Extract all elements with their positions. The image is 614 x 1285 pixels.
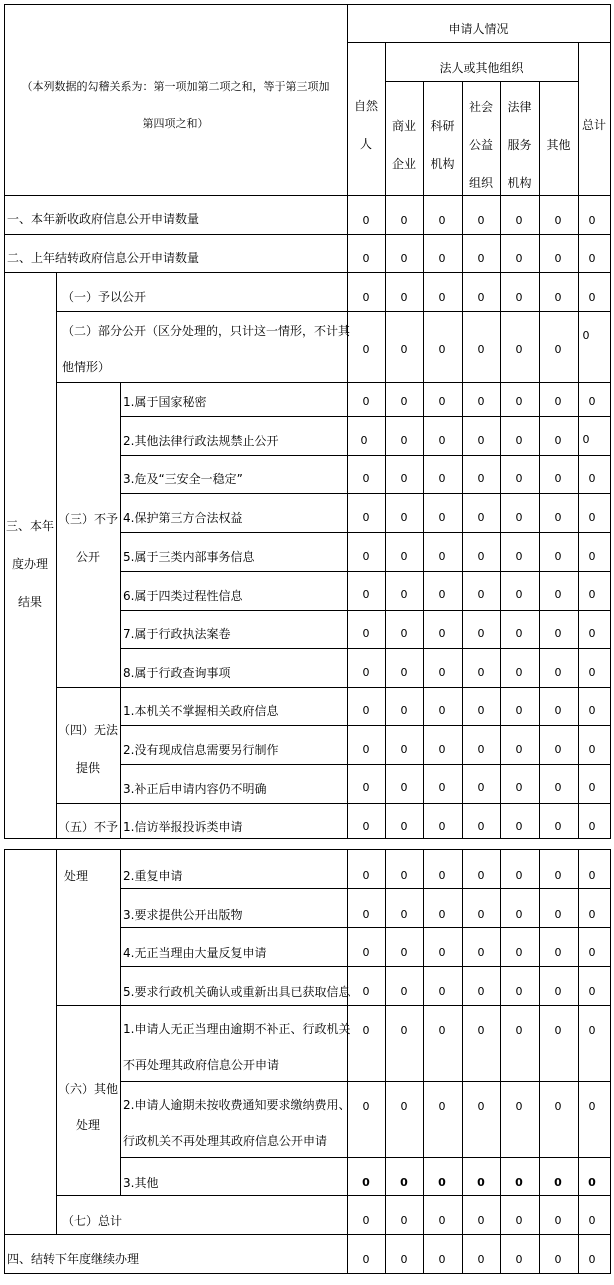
value-cell: 0 bbox=[438, 343, 446, 356]
value-cell: 0 bbox=[515, 395, 523, 408]
value-cell: 0 bbox=[554, 550, 562, 563]
row-not-disclosed: （三）不予 bbox=[57, 512, 118, 526]
row-not-disclosed-item: 6.属于四类过程性信息 bbox=[123, 589, 243, 603]
value-cell: 0 bbox=[477, 395, 485, 408]
grid-line bbox=[56, 849, 57, 1234]
value-cell: 0 bbox=[554, 704, 562, 717]
value-cell: 0 bbox=[477, 434, 485, 447]
col-social: 公益 bbox=[468, 138, 493, 152]
value-cell: 0 bbox=[588, 214, 596, 227]
section-3-label: 结果 bbox=[17, 595, 42, 609]
value-cell: 0 bbox=[582, 433, 590, 446]
row-not-disclosed-item: 2.其他法律行政法规禁止公开 bbox=[123, 434, 279, 448]
value-cell: 0 bbox=[400, 627, 408, 640]
value-cell: 0 bbox=[554, 781, 562, 794]
value-cell: 0 bbox=[438, 820, 446, 833]
value-cell: 0 bbox=[400, 550, 408, 563]
value-cell: 0 bbox=[477, 869, 485, 882]
row-new-requests: 一、本年新收政府信息公开申请数量 bbox=[7, 212, 200, 226]
value-cell: 0 bbox=[515, 820, 523, 833]
grid-line bbox=[462, 849, 463, 1273]
row-cannot-provide-item: 1.本机关不掌握相关政府信息 bbox=[123, 704, 279, 718]
value-cell: 0 bbox=[400, 214, 408, 227]
grid-line bbox=[578, 849, 579, 1273]
value-cell: 0 bbox=[362, 743, 370, 756]
value-cell: 0 bbox=[400, 666, 408, 679]
value-cell: 0 bbox=[362, 1100, 370, 1113]
value-cell: 0 bbox=[515, 1214, 523, 1227]
col-legal: 法律 bbox=[507, 100, 532, 114]
value-cell: 0 bbox=[554, 434, 562, 447]
value-cell: 0 bbox=[438, 743, 446, 756]
grid-line bbox=[500, 195, 501, 839]
value-cell: 0 bbox=[438, 627, 446, 640]
value-cell: 0 bbox=[400, 781, 408, 794]
value-cell: 0 bbox=[400, 1176, 408, 1189]
value-cell: 0 bbox=[438, 781, 446, 794]
value-cell: 0 bbox=[400, 472, 408, 485]
grid-line bbox=[423, 81, 424, 195]
value-cell: 0 bbox=[554, 1253, 562, 1266]
grid-line bbox=[500, 849, 501, 1273]
value-cell: 0 bbox=[362, 666, 370, 679]
grid-line bbox=[578, 195, 579, 839]
value-cell: 0 bbox=[515, 588, 523, 601]
value-cell: 0 bbox=[515, 743, 523, 756]
value-cell: 0 bbox=[588, 588, 596, 601]
col-legal: 服务 bbox=[507, 138, 532, 152]
value-cell: 0 bbox=[400, 869, 408, 882]
value-cell: 0 bbox=[400, 1214, 408, 1227]
legal-org-header: 法人或其他组织 bbox=[439, 61, 524, 75]
row-partial-line-1: （二）部分公开（区分处理的，只计这一情形，不计其 bbox=[62, 324, 351, 338]
col-research: 科研 bbox=[430, 119, 455, 133]
value-cell: 0 bbox=[477, 743, 485, 756]
value-cell: 0 bbox=[554, 1024, 562, 1037]
grid-line bbox=[120, 849, 121, 1195]
grid-line bbox=[539, 849, 540, 1273]
value-cell: 0 bbox=[400, 511, 408, 524]
row-other-item-2-line-1: 2.申请人逾期未按收费通知要求缴纳费用、 bbox=[123, 1098, 351, 1112]
col-legal: 机构 bbox=[507, 176, 532, 190]
value-cell: 0 bbox=[515, 343, 523, 356]
grid-line bbox=[4, 838, 611, 839]
value-cell: 0 bbox=[400, 291, 408, 304]
value-cell: 0 bbox=[362, 946, 370, 959]
grid-line bbox=[423, 195, 424, 839]
value-cell: 0 bbox=[515, 666, 523, 679]
row-not-disclosed: 公开 bbox=[75, 550, 100, 564]
grid-line bbox=[4, 849, 5, 1273]
value-cell: 0 bbox=[477, 820, 485, 833]
value-cell: 0 bbox=[554, 588, 562, 601]
value-cell: 0 bbox=[588, 252, 596, 265]
value-cell: 0 bbox=[554, 1214, 562, 1227]
grid-line bbox=[347, 42, 610, 43]
value-cell: 0 bbox=[554, 627, 562, 640]
value-cell: 0 bbox=[477, 781, 485, 794]
value-cell: 0 bbox=[477, 550, 485, 563]
value-cell: 0 bbox=[477, 472, 485, 485]
value-cell: 0 bbox=[362, 820, 370, 833]
value-cell: 0 bbox=[477, 588, 485, 601]
value-cell: 0 bbox=[362, 214, 370, 227]
value-cell: 0 bbox=[588, 627, 596, 640]
value-cell: 0 bbox=[438, 704, 446, 717]
value-cell: 0 bbox=[588, 781, 596, 794]
value-cell: 0 bbox=[438, 1176, 446, 1189]
value-cell: 0 bbox=[515, 291, 523, 304]
value-cell: 0 bbox=[554, 472, 562, 485]
value-cell: 0 bbox=[588, 743, 596, 756]
row-not-handled-item: 5.要求行政机关确认或重新出具已获取信息 bbox=[123, 985, 351, 999]
value-cell: 0 bbox=[477, 704, 485, 717]
row-not-handled-item: 4.无正当理由大量反复申请 bbox=[123, 946, 267, 960]
grid-line bbox=[120, 888, 610, 889]
value-cell: 0 bbox=[588, 666, 596, 679]
value-cell: 0 bbox=[477, 1176, 485, 1189]
value-cell: 0 bbox=[588, 1253, 596, 1266]
value-cell: 0 bbox=[400, 985, 408, 998]
value-cell: 0 bbox=[400, 1100, 408, 1113]
value-cell: 0 bbox=[554, 743, 562, 756]
value-cell: 0 bbox=[515, 1100, 523, 1113]
section-3-label: 三、本年 bbox=[5, 519, 54, 533]
row-not-handled-item: 1.信访举报投诉类申请 bbox=[123, 820, 243, 834]
grid-line bbox=[56, 382, 610, 383]
value-cell: 0 bbox=[362, 985, 370, 998]
value-cell: 0 bbox=[362, 291, 370, 304]
value-cell: 0 bbox=[588, 395, 596, 408]
value-cell: 0 bbox=[515, 434, 523, 447]
value-cell: 0 bbox=[588, 1176, 596, 1189]
note-line-2: 第四项之和） bbox=[142, 117, 209, 130]
value-cell: 0 bbox=[438, 1024, 446, 1037]
value-cell: 0 bbox=[438, 908, 446, 921]
col-business: 商业 bbox=[391, 119, 416, 133]
value-cell: 0 bbox=[362, 869, 370, 882]
grid-line bbox=[385, 195, 386, 839]
value-cell: 0 bbox=[362, 588, 370, 601]
value-cell: 0 bbox=[588, 946, 596, 959]
row-cannot-provide: （四）无法 bbox=[57, 723, 118, 737]
value-cell: 0 bbox=[438, 434, 446, 447]
col-natural: 人 bbox=[359, 137, 372, 151]
value-cell: 0 bbox=[515, 781, 523, 794]
value-cell: 0 bbox=[554, 252, 562, 265]
value-cell: 0 bbox=[477, 1253, 485, 1266]
grid-line bbox=[4, 849, 611, 850]
col-social: 组织 bbox=[468, 176, 493, 190]
note-line-1: （本列数据的勾稽关系为：第一项加第二项之和，等于第三项加 bbox=[21, 80, 330, 93]
value-cell: 0 bbox=[400, 588, 408, 601]
value-cell: 0 bbox=[515, 252, 523, 265]
value-cell: 0 bbox=[515, 1176, 523, 1189]
value-cell: 0 bbox=[554, 946, 562, 959]
value-cell: 0 bbox=[588, 869, 596, 882]
value-cell: 0 bbox=[515, 908, 523, 921]
value-cell: 0 bbox=[477, 214, 485, 227]
value-cell: 0 bbox=[588, 472, 596, 485]
row-not-handled-item: 3.要求提供公开出版物 bbox=[123, 908, 243, 922]
value-cell: 0 bbox=[515, 704, 523, 717]
value-cell: 0 bbox=[477, 908, 485, 921]
value-cell: 0 bbox=[515, 985, 523, 998]
row-not-disclosed-item: 4.保护第三方合法权益 bbox=[123, 511, 243, 525]
value-cell: 0 bbox=[400, 434, 408, 447]
grid-line bbox=[610, 849, 611, 1273]
grid-line bbox=[120, 382, 121, 839]
row-carried-over: 二、上年结转政府信息公开申请数量 bbox=[7, 251, 200, 265]
value-cell: 0 bbox=[515, 627, 523, 640]
value-cell: 0 bbox=[362, 472, 370, 485]
value-cell: 0 bbox=[362, 781, 370, 794]
value-cell: 0 bbox=[515, 472, 523, 485]
value-cell: 0 bbox=[400, 252, 408, 265]
value-cell: 0 bbox=[554, 1176, 562, 1189]
value-cell: 0 bbox=[438, 946, 446, 959]
row-total: （七）总计 bbox=[62, 1214, 123, 1228]
value-cell: 0 bbox=[438, 1253, 446, 1266]
value-cell: 0 bbox=[438, 252, 446, 265]
row-partial-line-2: 他情形） bbox=[62, 360, 111, 374]
value-cell: 0 bbox=[477, 946, 485, 959]
applicant-status-header: 申请人情况 bbox=[448, 22, 509, 36]
row-other-handling: 处理 bbox=[75, 1118, 100, 1132]
row-not-disclosed-item: 8.属于行政查询事项 bbox=[123, 666, 231, 680]
value-cell: 0 bbox=[438, 869, 446, 882]
value-cell: 0 bbox=[438, 985, 446, 998]
value-cell: 0 bbox=[438, 395, 446, 408]
grid-line bbox=[385, 81, 578, 82]
value-cell: 0 bbox=[362, 908, 370, 921]
value-cell: 0 bbox=[477, 252, 485, 265]
row-cannot-provide: 提供 bbox=[75, 761, 100, 775]
row-not-disclosed-item: 3.危及“三安全一稳定” bbox=[123, 472, 243, 486]
value-cell: 0 bbox=[438, 214, 446, 227]
value-cell: 0 bbox=[588, 908, 596, 921]
value-cell: 0 bbox=[438, 511, 446, 524]
value-cell: 0 bbox=[400, 1253, 408, 1266]
value-cell: 0 bbox=[438, 666, 446, 679]
value-cell: 0 bbox=[362, 511, 370, 524]
value-cell: 0 bbox=[554, 395, 562, 408]
grid-line bbox=[4, 4, 611, 5]
row-not-disclosed-item: 7.属于行政执法案卷 bbox=[123, 627, 231, 641]
row-other-item-2-line-2: 行政机关不再处理其政府信息公开申请 bbox=[123, 1134, 328, 1148]
value-cell: 0 bbox=[515, 511, 523, 524]
value-cell: 0 bbox=[362, 550, 370, 563]
value-cell: 0 bbox=[515, 550, 523, 563]
value-cell: 0 bbox=[588, 985, 596, 998]
value-cell: 0 bbox=[554, 869, 562, 882]
value-cell: 0 bbox=[588, 1214, 596, 1227]
value-cell: 0 bbox=[362, 1214, 370, 1227]
value-cell: 0 bbox=[554, 666, 562, 679]
col-business: 企业 bbox=[391, 157, 416, 171]
value-cell: 0 bbox=[362, 343, 370, 356]
value-cell: 0 bbox=[438, 1100, 446, 1113]
row-other-item-3: 3.其他 bbox=[123, 1176, 159, 1190]
value-cell: 0 bbox=[588, 1100, 596, 1113]
value-cell: 0 bbox=[362, 1024, 370, 1037]
value-cell: 0 bbox=[554, 214, 562, 227]
grid-line bbox=[347, 195, 348, 839]
row-not-disclosed-item: 1.属于国家秘密 bbox=[123, 395, 207, 409]
value-cell: 0 bbox=[554, 511, 562, 524]
value-cell: 0 bbox=[438, 1214, 446, 1227]
value-cell: 0 bbox=[554, 291, 562, 304]
value-cell: 0 bbox=[477, 511, 485, 524]
row-not-disclosed-item: 5.属于三类内部事务信息 bbox=[123, 550, 255, 564]
value-cell: 0 bbox=[588, 704, 596, 717]
row-not-handled-bottom: 处理 bbox=[63, 869, 88, 883]
value-cell: 0 bbox=[362, 395, 370, 408]
value-cell: 0 bbox=[400, 946, 408, 959]
grid-line bbox=[539, 195, 540, 839]
grid-line bbox=[4, 195, 610, 196]
value-cell: 0 bbox=[438, 291, 446, 304]
value-cell: 0 bbox=[400, 908, 408, 921]
value-cell: 0 bbox=[477, 985, 485, 998]
value-cell: 0 bbox=[362, 1253, 370, 1266]
section-3-label: 度办理 bbox=[11, 557, 48, 571]
value-cell: 0 bbox=[400, 395, 408, 408]
value-cell: 0 bbox=[360, 434, 368, 447]
value-cell: 0 bbox=[400, 1024, 408, 1037]
value-cell: 0 bbox=[362, 1176, 370, 1189]
value-cell: 0 bbox=[362, 627, 370, 640]
grid-line bbox=[462, 195, 463, 839]
grid-line bbox=[423, 849, 424, 1273]
value-cell: 0 bbox=[554, 343, 562, 356]
value-cell: 0 bbox=[554, 908, 562, 921]
row-not-handled-top: （五）不予 bbox=[57, 820, 118, 834]
row-cannot-provide-item: 3.补正后申请内容仍不明确 bbox=[123, 782, 267, 796]
value-cell: 0 bbox=[588, 511, 596, 524]
value-cell: 0 bbox=[588, 291, 596, 304]
value-cell: 0 bbox=[477, 343, 485, 356]
value-cell: 0 bbox=[515, 1253, 523, 1266]
value-cell: 0 bbox=[477, 666, 485, 679]
col-other: 其他 bbox=[546, 138, 571, 152]
value-cell: 0 bbox=[400, 343, 408, 356]
value-cell: 0 bbox=[477, 1024, 485, 1037]
value-cell: 0 bbox=[515, 1024, 523, 1037]
value-cell: 0 bbox=[477, 291, 485, 304]
value-cell: 0 bbox=[362, 252, 370, 265]
row-other-item-1-line-1: 1.申请人无正当理由逾期不补正、行政机关 bbox=[123, 1022, 351, 1036]
value-cell: 0 bbox=[400, 743, 408, 756]
value-cell: 0 bbox=[438, 588, 446, 601]
value-cell: 0 bbox=[438, 472, 446, 485]
value-cell: 0 bbox=[588, 550, 596, 563]
value-cell: 0 bbox=[438, 550, 446, 563]
value-cell: 0 bbox=[588, 1024, 596, 1037]
row-cannot-provide-item: 2.没有现成信息需要另行制作 bbox=[123, 743, 279, 757]
value-cell: 0 bbox=[515, 869, 523, 882]
grid-line bbox=[385, 849, 386, 1273]
value-cell: 0 bbox=[400, 820, 408, 833]
value-cell: 0 bbox=[515, 214, 523, 227]
value-cell: 0 bbox=[588, 820, 596, 833]
col-natural: 自然 bbox=[353, 99, 378, 113]
value-cell: 0 bbox=[477, 627, 485, 640]
col-research: 机构 bbox=[430, 157, 455, 171]
col-social: 社会 bbox=[468, 100, 493, 114]
grid-line bbox=[610, 4, 611, 839]
value-cell: 0 bbox=[554, 1100, 562, 1113]
row-not-handled-item: 2.重复申请 bbox=[123, 869, 183, 883]
grid-line bbox=[347, 849, 348, 1273]
value-cell: 0 bbox=[515, 946, 523, 959]
row-other-handling: （六）其他 bbox=[57, 1082, 118, 1096]
value-cell: 0 bbox=[477, 1100, 485, 1113]
row-disclosed: （一）予以公开 bbox=[62, 290, 147, 304]
row-carry-forward: 四、结转下年度继续办理 bbox=[7, 1252, 140, 1266]
value-cell: 0 bbox=[477, 1214, 485, 1227]
row-other-item-1-line-2: 不再处理其政府信息公开申请 bbox=[123, 1058, 280, 1072]
value-cell: 0 bbox=[582, 329, 590, 342]
value-cell: 0 bbox=[400, 704, 408, 717]
col-total: 总计 bbox=[581, 118, 606, 132]
value-cell: 0 bbox=[554, 985, 562, 998]
value-cell: 0 bbox=[554, 820, 562, 833]
value-cell: 0 bbox=[362, 704, 370, 717]
